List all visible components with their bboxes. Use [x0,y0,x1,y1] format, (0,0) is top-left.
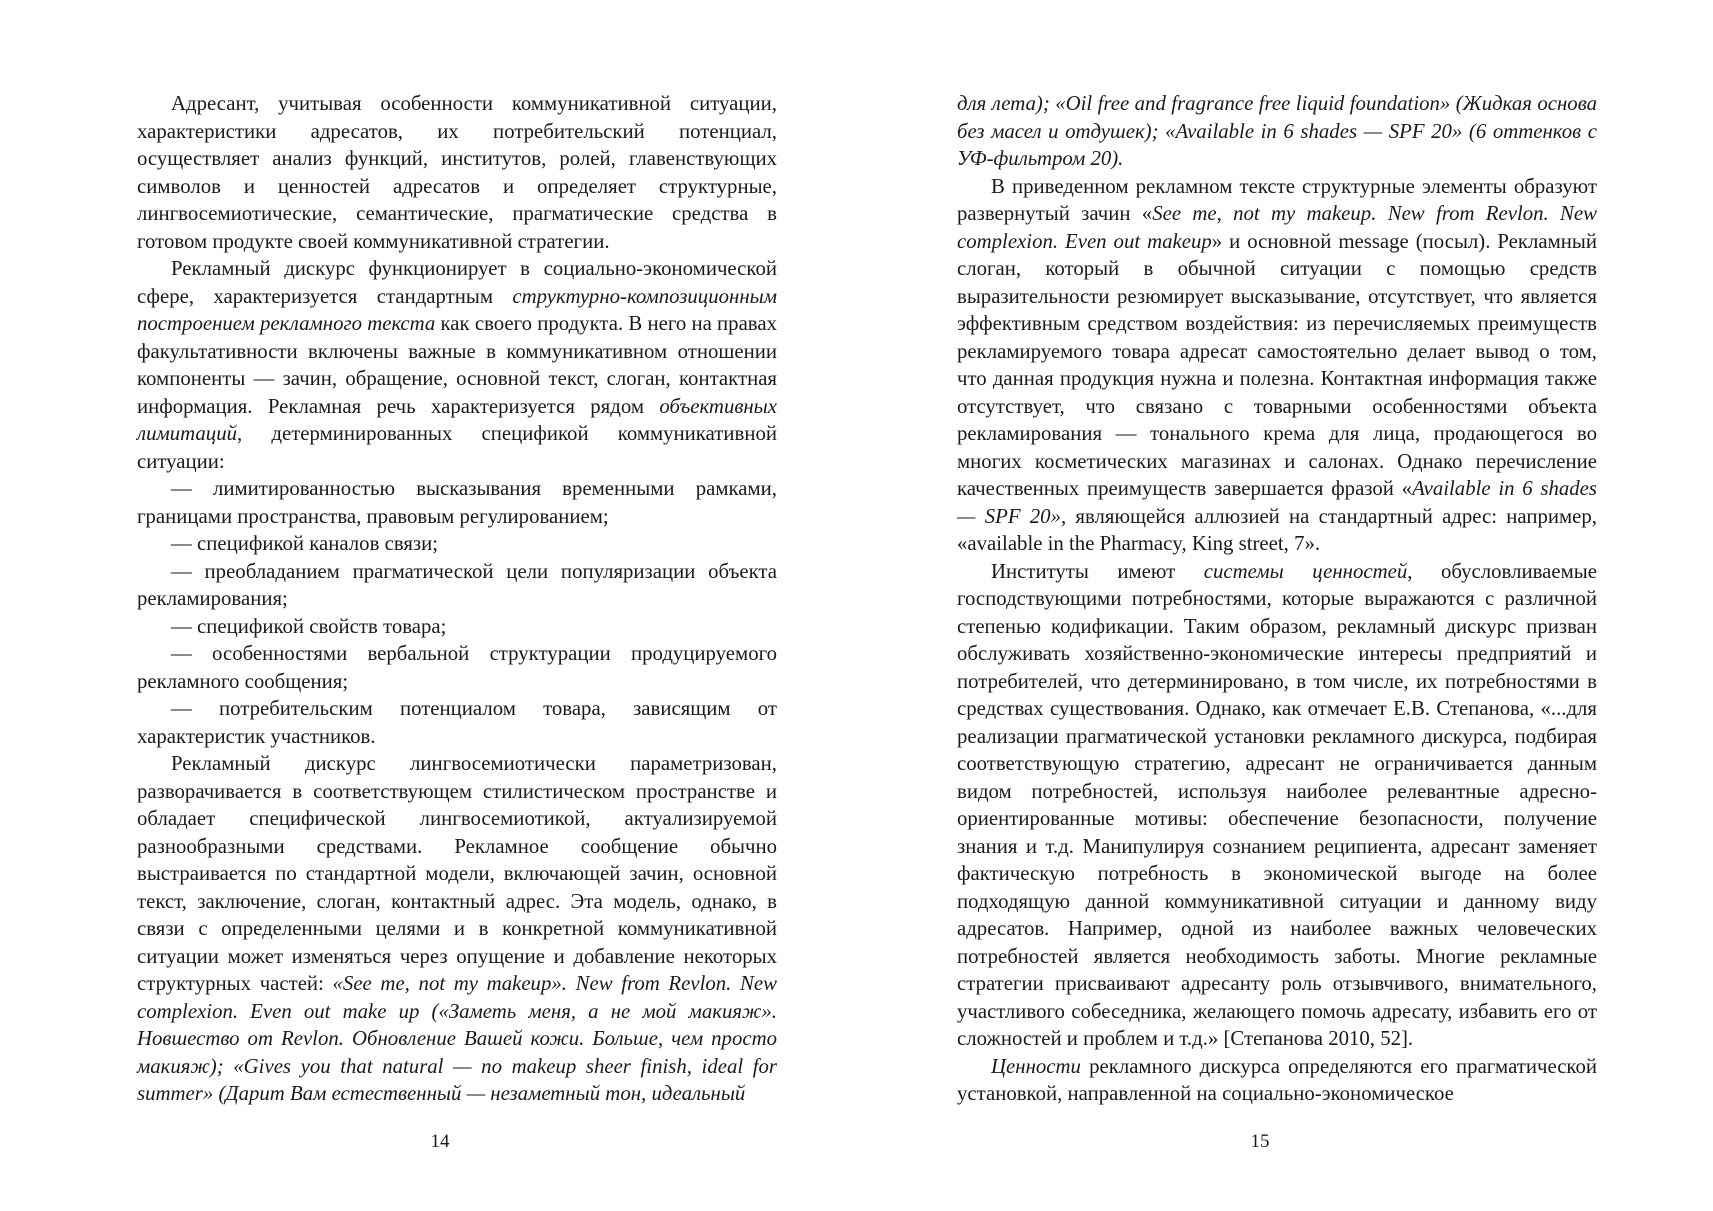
right-page-text [957,90,1597,1108]
list-item: — потребительским потенциалом товара, зависящим от характеристик участников. [137,697,777,748]
paragraph: В приведенном рекламном тексте структурные элементы образуют развернутый зачин «See me, not my makeup. New from Revlon. New complexion. Even out makeup» и основной message (посыл). Рекламный слоган, который в обычной ситуации с помощью средств выразительности резюмирует высказывание, отсутствует, что является эффективным средством воздействия: из перечисляемых преимуществ рекламируемого товара адресат самостоятельно делает вывод о том, что данная продукция нужна и полезна. Контактная информация также отсутствует, что связано с товарными особенностями объекта рекламирования — тонального крема для лица, продающегося во многих косметических магазинах и салонах. Однако перечисление качественных преимуществ завершается фразой «Available in 6 shades — SPF 20», являющейся аллюзией на стандартный адрес: например, «available in the Pharmacy, King street, 7». [957,174,1598,555]
list-item: — спецификой свойств товара; [171,614,447,638]
page-number-right: 15 [1250,1131,1270,1152]
paragraph: Ценности рекламного дискурса определяются его прагматической установкой, направленной на социально-экономическое [957,1054,1597,1105]
list-item: — спецификой каналов связи; [171,532,439,555]
list-item: — особенностями вербальной структурации продуцируемого рекламного сообщения; [137,642,777,693]
paragraph: Адресант, учитывая особенности коммуникативной ситуации, характеристики адресатов, их потребительский потенциал, осуществляет анализ функций, институтов, ролей, главенствующих символов и ценностей адресатов и определяет структурные, лингвосемиотические, семантические, прагматические средства в готовом продукте своей коммуникативной стратегии. [137,92,777,253]
paragraph: Рекламный дискурс функционирует в социально-экономической сфере, характеризуется стандартным структурно-композиционным построением рекламного текста как своего продукта. В него на правах факультативности включены важные в коммуникативном отношении компоненты — зачин, обращение, основной текст, слоган, контактная информация. Рекламная речь характеризуется рядом объективных лимитаций, детерминированных спецификой коммуникативной ситуации: [137,257,777,473]
paragraph: для лета); «Oil free and fragrance free liquid foundation» (Жидкая основа без масел и отдушек); «Available in 6 shades — SPF 20» (6 оттенков с УФ-фильтром 20). [957,92,1597,170]
list-item: — лимитированностью высказывания временными рамками, границами пространства, правовым регулированием; [137,477,777,528]
paragraph: Институты имеют системы ценностей, обусловливаемые господствующими потребностями, которые выражаются с различной степенью кодификации. Таким образом, рекламный дискурс призван обслуживать хозяйственно-экономические интересы предприятий и потребителей, что детерминировано, в том числе, их потребностями в средствах существования. Однако, как отмечает Е.В. Степанова, «...для реализации прагматической установки рекламного дискурса, подбирая соответствующую стратегию, адресант не ограничивается данным видом потребностей, используя наиболее релевантные адресно-ориентированные мотивы: обеспечение безопасности, получение знания и т.д. Манипулируя сознанием реципиента, адресант заменяет фактическую потребность в экономической выгоде на более подходящую данной коммуникативной ситуации и данному виду адресатов. Например, одной из наиболее важных человеческих потребностей является необходимость заботы. Многие рекламные стратегии присваивают адресанту роль отзывчивого, внимательного, участливого собеседника, желающего помочь адресату, избавить его от сложностей и проблем и т.д.» [Степанова 2010, 52]. [957,559,1597,1050]
list-item: — преобладанием прагматической цели популяризации объекта рекламирования; [137,559,777,610]
left-page [137,90,777,1108]
page-number-left: 14 [430,1131,450,1152]
paragraph: Рекламный дискурс лингвосемиотически параметризован, разворачивается в соответствующем стилистическом пространстве и обладает специфической лингвосемиотикой, актуализируемой разнообразными средствами. Рекламное сообщение обычно выстраивается по стандартной модели, включающей зачин, основной текст, заключение, слоган, контактный адрес. Эта модель, однако, в связи с определенными целями и в конкретной коммуникативной ситуации может изменяться через опущение и добавление некоторых структурных частей: «See me, not my makeup». New from Revlon. New complexion. Even out make up («Заметь меня, а не мой макияж». Новшество от Revlon. Обновление Вашей кожи. Больше, чем просто макияж); «Gives you that natural — no makeup sheer finish, ideal for summer» (Дарит Вам естественный — незаметный тон, идеальный [137,752,777,1105]
left-page-text [137,90,777,1108]
right-page [957,90,1597,1108]
